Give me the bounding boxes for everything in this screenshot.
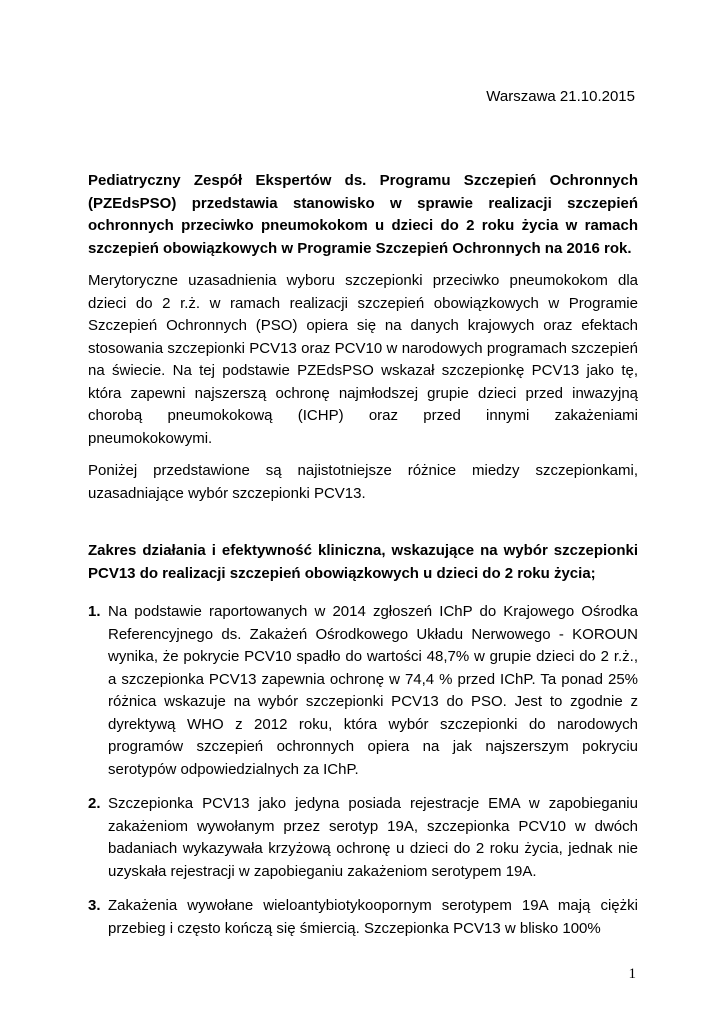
date-line: Warszawa 21.10.2015 bbox=[486, 88, 635, 105]
section-heading: Zakres działania i efektywność kliniczna, wskazujące na wybór szczepionki PCV13 do realizacji szczepień obowiązkowych u dzieci do 2 roku życia; bbox=[88, 542, 638, 582]
numbered-list bbox=[88, 601, 638, 940]
list-item-number: 2. bbox=[88, 795, 101, 812]
list-item-text: Na podstawie raportowanych w 2014 zgłoszeń IChP do Krajowego Ośrodka Referencyjnego ds. Zakażeń Ośrodkowego Układu Nerwowego - KOROUN wynika, że pokrycie PCV10 spadło do wartości 48,7% w grupie dzieci do 2 r.ż., a szczepionka PCV13 zapewnia ochronę w 74,4 % przed IChP. Ta ponad 25% różnica wskazuje na wybór szczepionki PCV13 do PSO. Jest to zgodnie z dyrektywą WHO z 2012 roku, która wybór szczepionki do narodowych programów szczepień ochronnych opiera na jak najszerszym pokryciu serotypów odpowiedzialnych za IChP. bbox=[108, 603, 638, 778]
list-item bbox=[88, 601, 638, 781]
list-item-text: Szczepionka PCV13 jako jedyna posiada rejestracje EMA w zapobieganiu zakażeniom wywołanym przez serotyp 19A, szczepionka PCV10 w dwóch badaniach wykazywała krzyżową ochronę u dzieci do 2 roku życia, jednak nie uzyskała rejestracji w zapobieganiu zakażeniom serotypem 19A. bbox=[108, 795, 638, 880]
paragraph-intro: Merytoryczne uzasadnienia wyboru szczepionki przeciwko pneumokokom dla dzieci do 2 r.ż. w ramach realizacji szczepień obowiązkowych w Programie Szczepień Ochronnych (PSO) opiera się na danych krajowych oraz efektach stosowania szczepionki PCV13 oraz PCV10 w narodowych programach szczepień na świecie. Na tej podstawie PZEdsPSO wskazał szczepionkę PCV13 jako tę, która zapewni najszerszą ochronę najmłodszej grupie dzieci przed inwazyjną chorobą pneumokokową (ICHP) oraz przed innymi zakażeniami pneumokokowymi. bbox=[88, 272, 638, 447]
paragraph-differences: Poniżej przedstawione są najistotniejsze różnice miedzy szczepionkami, uzasadniające wybór szczepionki PCV13. bbox=[88, 462, 638, 502]
document-title: Pediatryczny Zespół Ekspertów ds. Programu Szczepień Ochronnych (PZEdsPSO) przedstawia stanowisko w sprawie realizacji szczepień ochronnych przeciwko pneumokokom u dzieci do 2 roku życia w ramach szczepień obowiązkowych w Programie Szczepień Ochronnych na 2016 rok. bbox=[88, 172, 638, 257]
list-item-number: 3. bbox=[88, 897, 101, 914]
page-number: 1 bbox=[628, 966, 636, 982]
list-item bbox=[88, 793, 638, 883]
list-item-text: Zakażenia wywołane wieloantybiotykoopornym serotypem 19A mają ciężki przebieg i często kończą się śmiercią. Szczepionka PCV13 w blisko 100% bbox=[108, 897, 638, 937]
list-item bbox=[88, 895, 638, 940]
list-item-number: 1. bbox=[88, 603, 101, 620]
